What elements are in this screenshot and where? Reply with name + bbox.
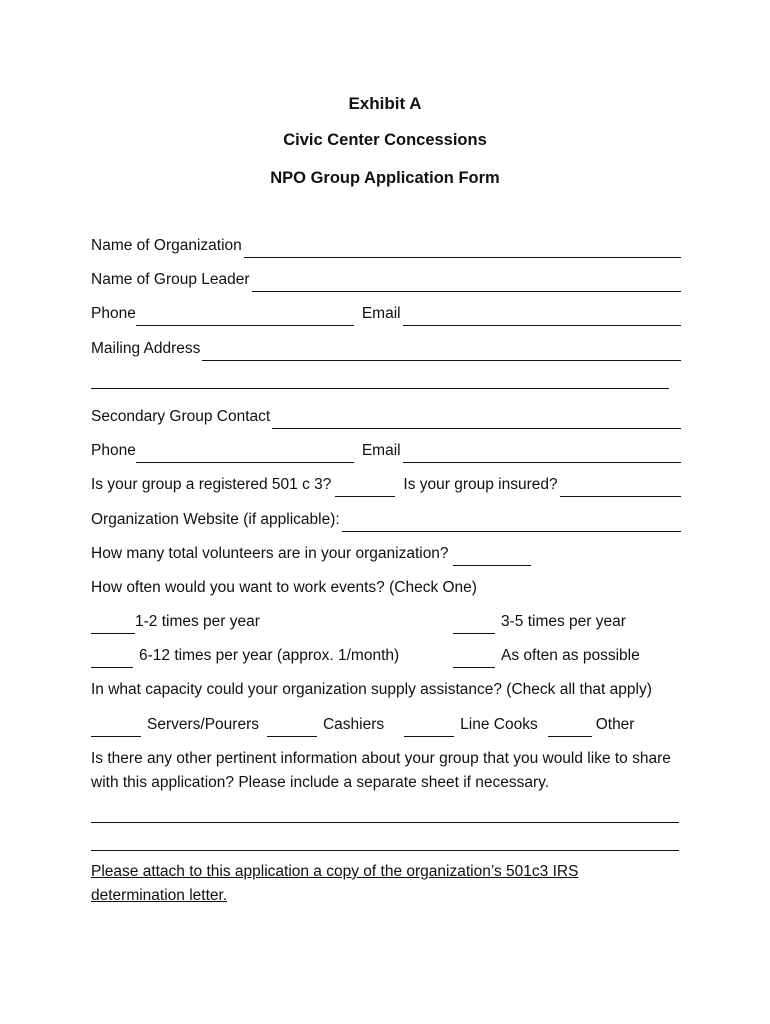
capacity-question: In what capacity could your organization supply assistance? (Check all that apply): [91, 681, 652, 699]
volunteers-label: How many total volunteers are in your organization?: [91, 544, 449, 562]
contact-row: [91, 302, 683, 336]
insured-blank[interactable]: [560, 479, 681, 497]
phone2-blank[interactable]: [136, 445, 354, 463]
venue-heading: Civic Center Concessions: [283, 131, 487, 149]
frequency-options-row-2: [91, 644, 683, 678]
capacity-opt4-label: Other: [595, 715, 635, 733]
email2-label: Email: [361, 442, 401, 460]
frequency-opt2-checkbox[interactable]: [453, 616, 495, 634]
frequency-opt4-label: As often as possible: [501, 647, 640, 665]
capacity-opt3-checkbox[interactable]: [404, 719, 454, 737]
other-info-question: Is there any other pertinent information about your group that you would like to share with this application? Please include a separate sheet if necessary.: [91, 749, 671, 791]
capacity-opt1-label: Servers/Pourers: [147, 715, 259, 733]
other-info-line-2[interactable]: [91, 833, 679, 851]
frequency-opt4-checkbox[interactable]: [453, 650, 495, 668]
mailing-address-blank[interactable]: [202, 343, 681, 361]
status-row: [91, 473, 683, 507]
frequency-opt2-label: 3-5 times per year: [501, 613, 626, 631]
capacity-opt1-checkbox[interactable]: [91, 719, 141, 737]
capacity-opt2-label: Cashiers: [322, 715, 385, 733]
frequency-question: How often would you want to work events? (Check One): [91, 578, 477, 596]
frequency-opt3-checkbox[interactable]: [91, 650, 133, 668]
form-title: NPO Group Application Form: [270, 169, 500, 187]
other-info-line-1[interactable]: [91, 805, 679, 823]
phone2-label: Phone: [91, 442, 136, 460]
org-name-row: [91, 234, 683, 268]
volunteers-row: [91, 542, 683, 576]
secondary-contact-label: Secondary Group Contact: [91, 407, 271, 425]
secondary-contact-blank[interactable]: [272, 411, 681, 429]
email2-blank[interactable]: [403, 445, 681, 463]
frequency-opt1-label: 1-2 times per year: [135, 613, 260, 631]
registered-501c3-label: Is your group a registered 501 c 3?: [91, 476, 332, 494]
insured-label: Is your group insured?: [403, 476, 558, 494]
email-blank[interactable]: [403, 308, 681, 326]
org-name-blank[interactable]: [244, 240, 681, 258]
frequency-opt3-label: 6-12 times per year (approx. 1/month): [139, 647, 400, 665]
capacity-question-row: [91, 678, 683, 712]
email-label: Email: [361, 305, 401, 323]
other-info-line-1-wrap: [91, 805, 683, 833]
phone-blank[interactable]: [136, 308, 354, 326]
capacity-opt4-checkbox[interactable]: [548, 719, 592, 737]
frequency-opt1-checkbox[interactable]: [91, 616, 135, 634]
mailing-address-continuation: [91, 371, 683, 405]
mailing-address-row: [91, 337, 683, 371]
capacity-opt3-label: Line Cooks: [460, 715, 538, 733]
group-leader-label: Name of Group Leader: [91, 271, 250, 289]
website-label: Organization Website (if applicable):: [91, 510, 340, 528]
other-info-row: [91, 747, 683, 795]
website-row: [91, 508, 683, 542]
registered-501c3-blank[interactable]: [335, 479, 395, 497]
frequency-question-row: [91, 576, 683, 610]
attachment-note: Please attach to this application a copy of the organization’s 501c3 IRS determination letter.: [91, 862, 579, 904]
exhibit-heading: Exhibit A: [348, 94, 422, 113]
application-fields: [91, 234, 683, 908]
group-leader-row: [91, 268, 683, 302]
org-name-label: Name of Organization: [91, 237, 242, 254]
group-leader-blank[interactable]: [252, 274, 681, 292]
volunteers-blank[interactable]: [453, 548, 531, 566]
secondary-contact-details-row: [91, 439, 683, 473]
mailing-address-label: Mailing Address: [91, 339, 201, 357]
secondary-contact-row: [91, 405, 683, 439]
website-blank[interactable]: [342, 514, 681, 532]
capacity-opt2-checkbox[interactable]: [267, 719, 317, 737]
title-block: [0, 92, 770, 190]
other-info-line-2-wrap: [91, 833, 683, 860]
mailing-address-line-2[interactable]: [91, 371, 669, 389]
capacity-options-row: [91, 713, 683, 747]
frequency-options-row-1: [91, 610, 683, 644]
phone-label: Phone: [91, 305, 136, 323]
